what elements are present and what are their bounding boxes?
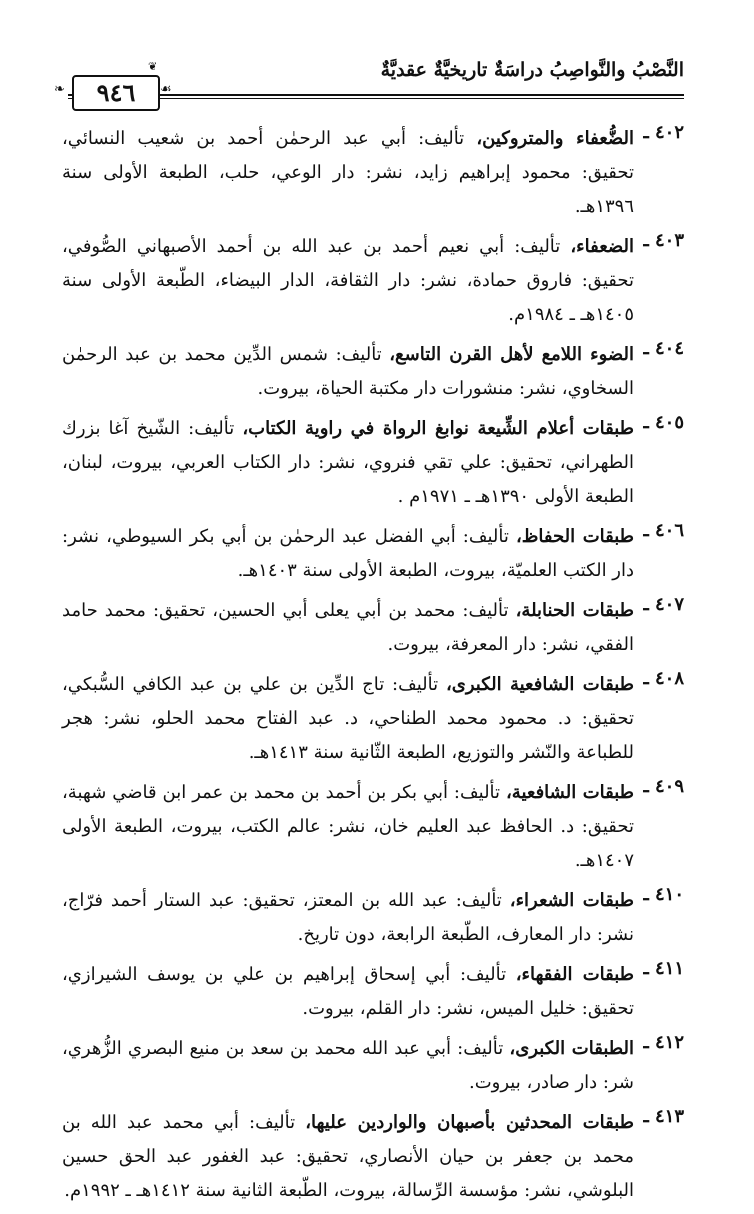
bibliography-entry <box>62 958 684 1026</box>
entry-title: طبقات أعلام الشِّيعة نوابغ الرواة في راوية الكتاب، <box>242 418 634 439</box>
entry-title: طبقات المحدثين بأصبهان والواردين عليها، <box>305 1112 634 1133</box>
entry-text <box>62 122 634 224</box>
entry-body: تأليف: تاج الدِّين بن علي بن عبد الكافي السُّبكي، تحقيق: د. محمود محمد الطناحي، د. عبد الفتاح محمد الحلو، نشر: هجر للطباعة والنّشر والتوزيع، الطبعة الثّانية سنة ١٤١٣هـ. <box>62 674 634 763</box>
entry-title: طبقات الحنابلة، <box>515 600 634 621</box>
header-rule-thin <box>68 98 684 99</box>
entry-text <box>62 412 634 514</box>
entry-body: تأليف: أبي عبد الرحمٰن أحمد بن شعيب النسائي، تحقيق: محمود إبراهيم زايد، نشر: دار الوعي، حلب، الطبعة الأولى سنة ١٣٩٦هـ. <box>62 128 634 217</box>
bibliography-entry <box>62 520 684 588</box>
entry-number: ٤١٠ ـ <box>643 884 684 905</box>
entry-title: الضوء اللامع لأهل القرن التاسع، <box>389 344 634 365</box>
entry-number: ٤٠٨ ـ <box>643 668 684 689</box>
entry-body: تأليف: الشّيخ آغا بزرك الطهراني، تحقيق: علي تقي فنروي، نشر: دار الكتاب العربي، بيروت، لبنان، الطبعة الأولى ١٣٩٠هـ ـ ١٩٧١م . <box>62 418 634 507</box>
entry-text <box>62 668 634 770</box>
entry-body: تأليف: أبي عبد الله محمد بن سعد بن منيع البصري الزُّهري، شر: دار صادر، بيروت. <box>62 1038 634 1093</box>
entry-body: تأليف: أبي بكر بن أحمد بن محمد بن عمر ابن قاضي شهبة، تحقيق: د. الحافظ عبد العليم خان، نشر: عالم الكتب، بيروت، الطبعة الأولى ١٤٠٧هـ. <box>62 782 634 871</box>
entry-body: تأليف: شمس الدِّين محمد بن عبد الرحمٰن السخاوي، نشر: منشورات دار مكتبة الحياة، بيروت. <box>62 344 634 399</box>
entry-title: طبقات الشافعية، <box>506 782 634 803</box>
running-title: النَّصْبُ والنَّواصِبُ دراسَةٌ تاريخيَّةٌ عقديَّةٌ <box>380 59 684 81</box>
bibliography-entry <box>62 122 684 224</box>
entry-text <box>62 594 634 662</box>
ornament-icon: ❧ <box>54 82 65 97</box>
entry-title: طبقات الفقهاء، <box>515 964 635 985</box>
ornament-icon: ☙ <box>160 82 172 97</box>
bibliography-entry <box>62 884 684 952</box>
entry-body: تأليف: أبي نعيم أحمد بن عبد الله بن أحمد الأصبهاني الصُّوفي، تحقيق: فاروق حمادة، نشر: دار الثقافة، الدار البيضاء، الطّبعة الأولى سنة ١٤٠٥هـ ـ ١٩٨٤م. <box>62 236 634 325</box>
bibliography-entry <box>62 1032 684 1100</box>
entry-body: تأليف: أبي محمد عبد الله بن محمد بن جعفر بن حيان الأنصاري، تحقيق: عبد الغفور عبد الحق حسين البلوشي، نشر: مؤسسة الرِّسالة، بيروت، الطّبعة الثانية سنة ١٤١٢هـ ـ ١٩٩٢م. <box>62 1112 634 1201</box>
bibliography-entry <box>62 230 684 332</box>
entry-body: تأليف: أبي إسحاق إبراهيم بن علي بن يوسف الشيرازي، تحقيق: خليل الميس، نشر: دار القلم، بيروت. <box>62 964 634 1019</box>
page-number-frame <box>72 75 160 111</box>
entry-number: ٤٠٤ ـ <box>643 338 684 359</box>
entry-number: ٤٠٥ ـ <box>643 412 684 433</box>
entry-number: ٤١٢ ـ <box>643 1032 684 1053</box>
entry-number: ٤١١ ـ <box>643 958 684 979</box>
entry-body: تأليف: عبد الله بن المعتز، تحقيق: عبد الستار أحمد فرّاج، نشر: دار المعارف، الطّبعة الرابعة، دون تاريخ. <box>62 890 634 945</box>
entry-number: ٤١٣ ـ <box>643 1106 684 1127</box>
entry-number: ٤٠٢ ـ <box>643 122 684 143</box>
entry-text <box>62 1032 634 1100</box>
bibliography-entry <box>62 776 684 878</box>
page-number: ٩٤٦ <box>96 78 136 107</box>
entry-body: تأليف: أبي الفضل عبد الرحمٰن بن أبي بكر السيوطي، نشر: دار الكتب العلميّة، بيروت، الطبعة الأولى سنة ١٤٠٣هـ. <box>62 526 634 581</box>
entry-title: الطبقات الكبرى، <box>509 1038 635 1059</box>
bibliography-entry <box>62 412 684 514</box>
bibliography-entry <box>62 338 684 406</box>
bibliography-entry <box>62 594 684 662</box>
entry-number: ٤٠٩ ـ <box>643 776 684 797</box>
page-header <box>54 55 684 115</box>
entry-title: طبقات الحفاظ، <box>515 526 634 547</box>
entry-title: طبقات الشافعية الكبرى، <box>445 674 634 695</box>
entry-title: طبقات الشعراء، <box>509 890 634 911</box>
ornament-icon: ❦ <box>148 60 158 73</box>
entry-text <box>62 520 634 588</box>
entry-text <box>62 1106 634 1208</box>
entry-text <box>62 958 634 1026</box>
entry-number: ٤٠٦ ـ <box>643 520 684 541</box>
entry-number: ٤٠٣ ـ <box>643 230 684 251</box>
entry-body: تأليف: محمد بن أبي يعلى أبي الحسين، تحقيق: محمد حامد الفقي، نشر: دار المعرفة، بيروت. <box>62 600 634 655</box>
entry-text <box>62 776 634 878</box>
entry-number: ٤٠٧ ـ <box>643 594 684 615</box>
bibliography-entry <box>62 1106 684 1208</box>
entry-text <box>62 338 634 406</box>
entry-text <box>62 230 634 332</box>
entry-title: الضُّعفاء والمتروكين، <box>476 128 634 149</box>
bibliography-list <box>62 122 684 1214</box>
bibliography-entry <box>62 668 684 770</box>
entry-text <box>62 884 634 952</box>
entry-title: الضعفاء، <box>570 236 634 257</box>
